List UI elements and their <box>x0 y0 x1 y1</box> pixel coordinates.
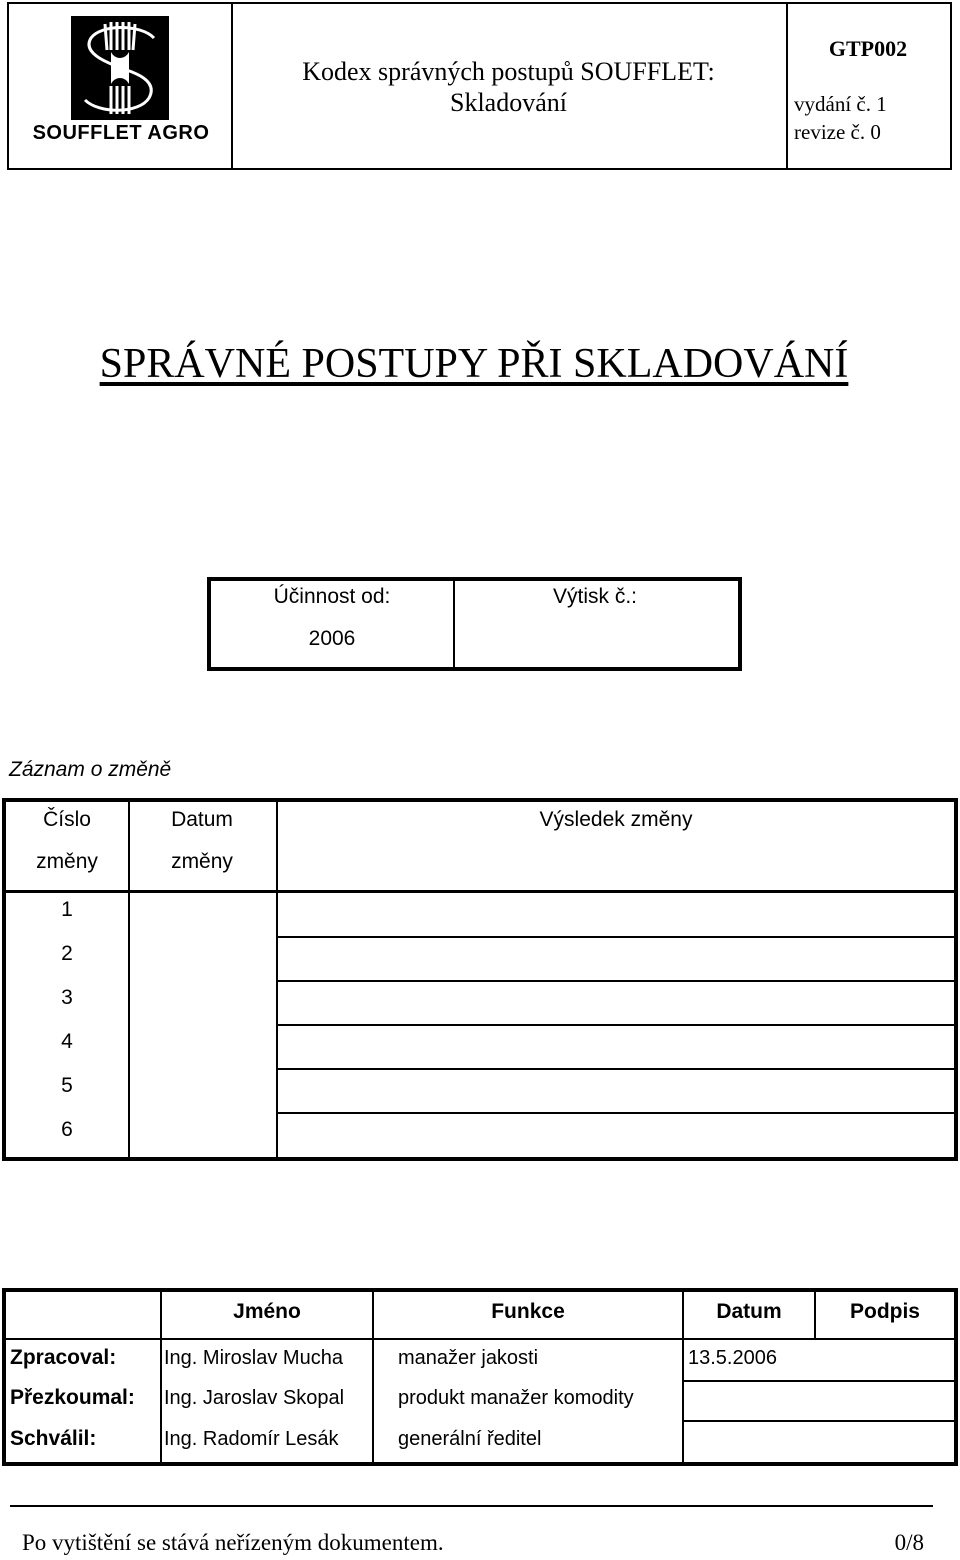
page-title: SPRÁVNÉ POSTUPY PŘI SKLADOVÁNÍ <box>99 341 849 387</box>
effective-from-label: Účinnost od: <box>273 585 391 608</box>
log-row-divider <box>276 936 954 938</box>
approval-function: manažer jakosti <box>398 1347 539 1369</box>
col-header-number-line1: Číslo <box>43 808 91 831</box>
col-header-result: Výsledek změny <box>539 808 693 831</box>
appr-row-divider <box>682 1420 954 1422</box>
appr-header-function: Funkce <box>491 1300 565 1323</box>
change-row-number: 3 <box>61 986 73 1009</box>
change-row-number: 6 <box>61 1118 73 1141</box>
header-title-cell <box>231 4 788 168</box>
document-header <box>7 2 952 170</box>
approval-name: Ing. Miroslav Mucha <box>164 1347 343 1369</box>
log-row-divider <box>276 980 954 982</box>
log-row-divider <box>276 1068 954 1070</box>
change-row-number: 4 <box>61 1030 73 1053</box>
approval-role: Schválil: <box>10 1427 97 1450</box>
log-row-divider <box>276 1024 954 1026</box>
col-header-date-line1: Datum <box>171 808 233 831</box>
appr-header-divider <box>6 1338 954 1340</box>
appr-header-signature: Podpis <box>849 1300 920 1323</box>
header-title-line1: Kodex správných postupů SOUFFLET: <box>302 57 715 86</box>
approval-function: produkt manažer komodity <box>398 1387 634 1409</box>
approval-role: Přezkoumal: <box>10 1386 135 1409</box>
change-log-caption: Záznam o změně <box>9 758 172 781</box>
approval-name: Ing. Radomír Lesák <box>164 1428 339 1450</box>
soufflet-logo-icon <box>11 16 229 120</box>
page-number: 0/8 <box>894 1530 924 1555</box>
footer-rule <box>10 1505 933 1507</box>
change-row-number: 1 <box>61 898 73 921</box>
revision-number: revize č. 0 <box>794 120 881 144</box>
copy-number-label: Výtisk č.: <box>552 585 637 608</box>
log-row-divider <box>276 1112 954 1114</box>
appr-header-date: Datum <box>716 1300 782 1323</box>
col-header-date-line2: změny <box>171 850 233 873</box>
approval-table <box>2 1288 958 1466</box>
footer-notice: Po vytištění se stává neřízeným dokumentem. <box>22 1530 444 1555</box>
logo-text: SOUFFLET AGRO <box>32 122 210 144</box>
effectivity-box <box>207 577 742 671</box>
approval-date: 13.5.2006 <box>688 1347 777 1369</box>
document-code: GTP002 <box>828 36 908 61</box>
appr-header-name: Jméno <box>233 1300 301 1323</box>
approval-function: generální ředitel <box>398 1428 542 1450</box>
appr-row-divider <box>682 1380 954 1382</box>
header-title <box>231 56 786 118</box>
approval-role: Zpracoval: <box>10 1346 117 1369</box>
logo-cell <box>9 4 233 168</box>
change-log-table <box>2 798 958 1161</box>
change-row-number: 2 <box>61 942 73 965</box>
effective-from-value: 2006 <box>308 627 356 650</box>
header-title-line2: Skladování <box>450 88 567 117</box>
col-header-number-line2: změny <box>36 850 98 873</box>
edition-number: vydání č. 1 <box>794 92 887 116</box>
header-code-cell <box>786 4 950 168</box>
change-row-number: 5 <box>61 1074 73 1097</box>
log-header-divider <box>6 890 954 893</box>
approval-name: Ing. Jaroslav Skopal <box>164 1387 345 1409</box>
